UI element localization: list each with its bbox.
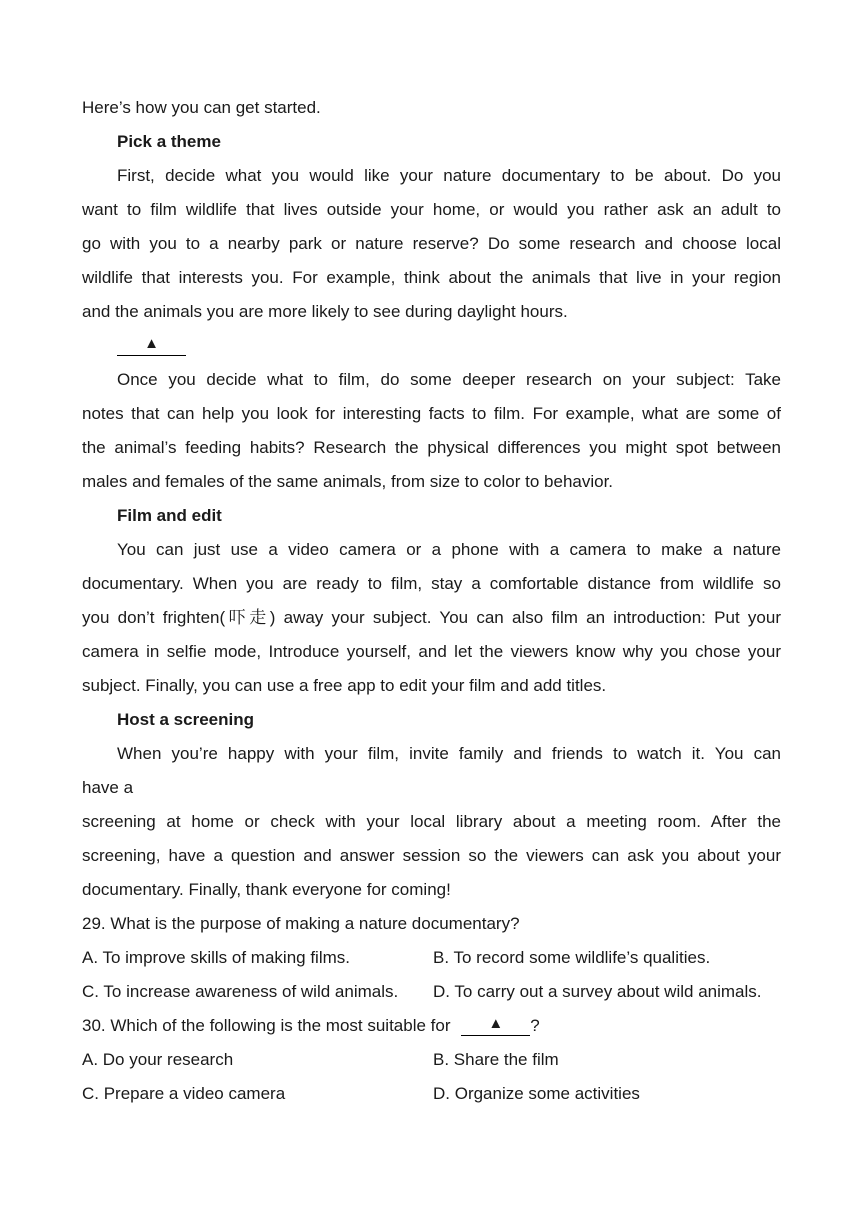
paragraph-line: When you’re happy with your film, invite family and friends to watch it. You can [117,744,781,763]
question-29-options-row [82,975,781,1009]
option-b: B. Share the film [433,1050,559,1069]
option-c: C. Prepare a video camera [82,1084,286,1103]
paragraph-line: wildlife that interests you. For example, think about the animals that live in your region [82,268,781,287]
intro-line: Here’s how you can get started. [82,98,321,117]
paragraph-line: Once you decide what to film, do some deeper research on your subject: Take [117,370,781,389]
question-30-options-row [82,1077,781,1111]
paragraph-line: have a [82,778,134,797]
paragraph-line: the animal’s feeding habits? Research the physical differences you might spot between [82,438,781,457]
paragraph-line: notes that can help you look for interesting facts to film. For example, what are some of [82,404,781,423]
paragraph-line: First, decide what you would like your nature documentary to be about. Do you [117,166,781,185]
option-c: C. To increase awareness of wild animals. [82,982,399,1001]
paragraph-line: camera in selfie mode, Introduce yourself, and let the viewers know why you chose your [82,642,781,661]
question-30-text: 30. Which of the following is the most suitable for [82,1016,451,1035]
paragraph-line: screening, have a question and answer session so the viewers can ask you about your [82,846,781,865]
answer-blank: ▲ [117,333,186,356]
heading-film-and-edit: Film and edit [117,506,222,525]
paragraph-line: you don’t frighten(吓走) away your subject. You can also film an introduction: Put your [82,608,781,627]
paragraph-line: subject. Finally, you can use a free app to edit your film and add titles. [82,676,607,695]
question-30-stem [82,1009,781,1043]
question-29-options-row [82,941,781,975]
question-30-options-row [82,1043,781,1077]
option-b: B. To record some wildlife’s qualities. [433,948,711,967]
paragraph-line: males and females of the same animals, from size to color to behavior. [82,472,614,491]
question-mark: ? [530,1016,540,1035]
paragraph-line: documentary. Finally, thank everyone for coming! [82,880,451,899]
answer-blank: ▲ [461,1013,530,1036]
paragraph-line: You can just use a video camera or a phone with a camera to make a nature [117,540,781,559]
heading-host-a-screening: Host a screening [117,710,254,729]
option-a: A. Do your research [82,1050,234,1069]
paragraph-line: documentary. When you are ready to film, stay a comfortable distance from wildlife so [82,574,781,593]
option-d: D. Organize some activities [433,1084,640,1103]
question-29-stem: 29. What is the purpose of making a nature documentary? [82,914,520,933]
paragraph-line: want to film wildlife that lives outside your home, or would you rather ask an adult to [82,200,781,219]
paragraph-line: and the animals you are more likely to see during daylight hours. [82,302,568,321]
paragraph-line: go with you to a nearby park or nature reserve? Do some research and choose local [82,234,781,253]
option-a: A. To improve skills of making films. [82,948,350,967]
document-page [82,91,781,1111]
option-d: D. To carry out a survey about wild animals. [433,982,762,1001]
heading-pick-a-theme: Pick a theme [117,132,221,151]
blank-line [82,329,781,363]
paragraph-line: screening at home or check with your local library about a meeting room. After the [82,812,781,831]
